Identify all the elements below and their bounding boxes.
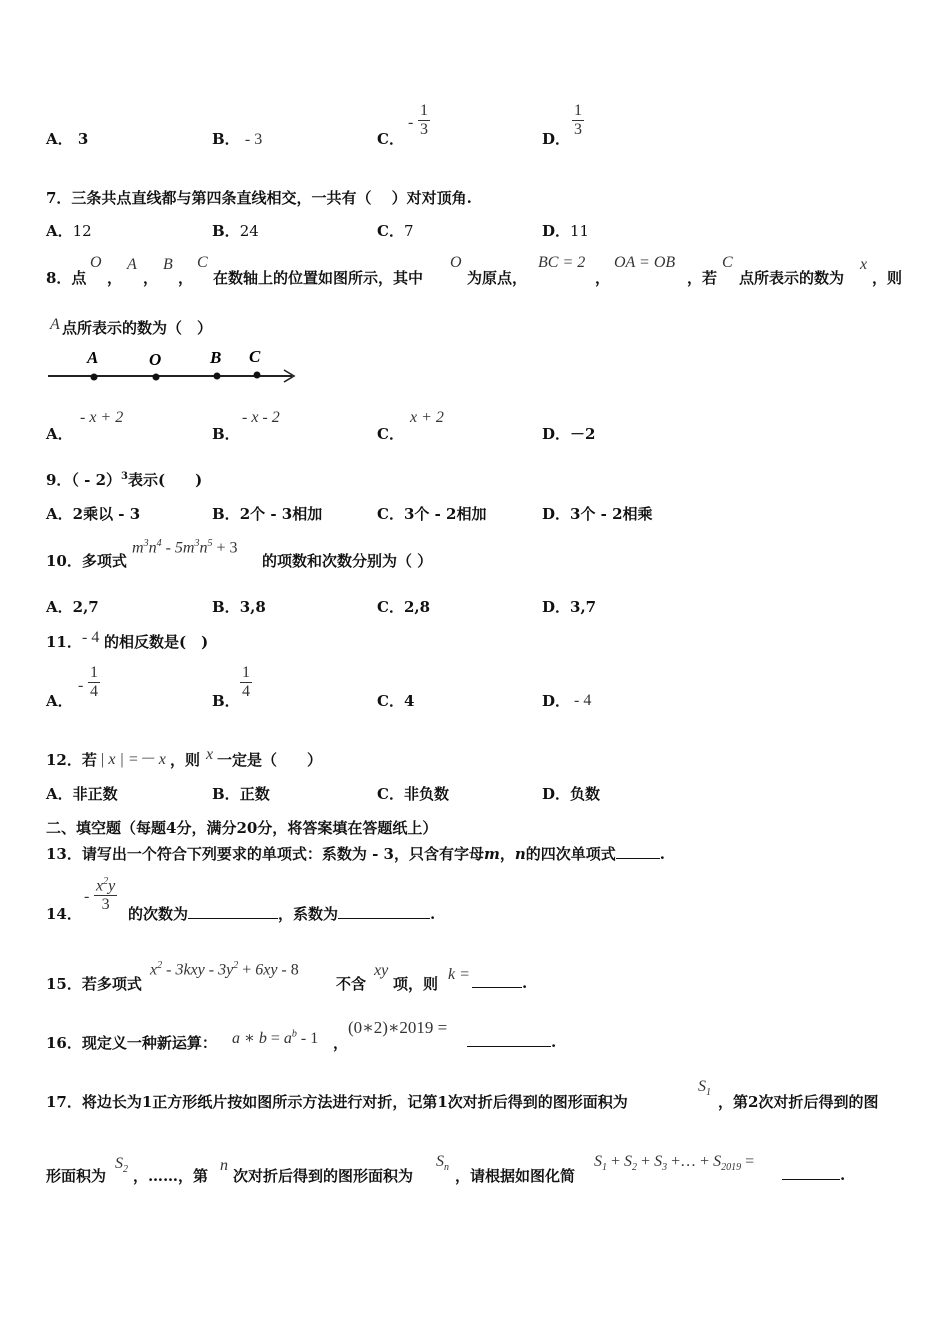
fraction-one-quarter — [240, 664, 252, 701]
q14-text: 的次数为 — [128, 905, 189, 923]
q17-text: ，……，第 — [133, 1167, 209, 1185]
option-letter: C． — [377, 425, 404, 443]
q8-number: 8．点 — [46, 269, 87, 287]
exponent: 3 — [121, 471, 129, 482]
option-value: 4 — [403, 692, 415, 710]
comma: ， — [107, 269, 123, 287]
option-letter: D． — [542, 130, 571, 148]
option-value: 3,7 — [570, 598, 597, 616]
option-value: 负数 — [570, 785, 601, 803]
option-letter: B． — [212, 425, 240, 443]
comma: ， — [499, 845, 515, 863]
option-value: 正数 — [239, 785, 270, 803]
q14-text: ，系数为 — [278, 905, 339, 923]
option-letter: C． — [377, 222, 404, 240]
q12-text: 12．若 — [46, 751, 97, 769]
option-value: 11 — [570, 222, 590, 240]
numerator: 1 — [242, 664, 250, 681]
option-letter: A． — [46, 130, 73, 148]
number-line-figure — [44, 345, 304, 387]
q10-text: 的项数和次数分别为（ ） — [262, 552, 433, 570]
option-value: 3个 - 2相乘 — [570, 505, 653, 523]
comma: ， — [595, 269, 611, 287]
dot-a — [91, 374, 98, 381]
fraction-one-quarter — [88, 664, 100, 701]
option-value: 12 — [72, 222, 92, 240]
denominator: 3 — [94, 895, 117, 914]
option-letter: B． — [212, 505, 240, 523]
point-b: B — [163, 256, 173, 273]
abs-equation: | x | =－ x — [100, 751, 166, 768]
option-letter: B． — [212, 692, 240, 710]
q11-value: - 4 — [82, 629, 100, 646]
q12-option-d — [542, 783, 600, 804]
answer-blank-degree[interactable] — [188, 904, 278, 919]
option-letter: B． — [212, 598, 240, 616]
label-a: A — [87, 348, 99, 367]
comma: ， — [178, 269, 194, 287]
option-letter: D． — [542, 425, 571, 443]
q13-stem — [46, 843, 665, 864]
var-xy: xy — [374, 962, 389, 979]
q17-text: 形面积为 — [46, 1167, 107, 1185]
point-a: A — [127, 256, 137, 273]
denominator: 3 — [574, 121, 582, 138]
q12-option-b — [212, 783, 270, 804]
minus-sign: - — [408, 114, 414, 131]
dot-c — [254, 372, 261, 379]
option-letter: A． — [46, 505, 73, 523]
label-o: O — [149, 350, 162, 369]
period: . — [551, 1033, 557, 1051]
option-value: 非负数 — [403, 785, 449, 803]
q6-option-d — [542, 128, 570, 149]
option-letter: B． — [212, 222, 240, 240]
q9-option-d — [542, 503, 653, 524]
option-value: 3个 - 2相加 — [403, 505, 487, 523]
q10-text: 10．多项式 — [46, 552, 127, 570]
q16-text: 16．现定义一种新运算： — [46, 1034, 217, 1052]
option-value: 2,7 — [72, 598, 99, 616]
option-value: 非正数 — [72, 785, 118, 803]
answer-blank[interactable] — [782, 1165, 840, 1180]
denominator: 4 — [90, 683, 98, 700]
q8-text: 在数轴上的位置如图所示，其中 — [213, 269, 424, 287]
point-c: C — [197, 254, 208, 271]
option-letter: D． — [542, 598, 571, 616]
option-letter: C． — [377, 785, 404, 803]
option-value: - 3 — [244, 131, 263, 148]
point-o: O — [90, 254, 102, 271]
q13-text: 的四次单项式 — [525, 845, 616, 863]
numerator-x2y: $x^2y$ — [96, 876, 116, 895]
point-c: C — [722, 254, 733, 271]
var-x: x — [206, 746, 214, 763]
option-letter: D． — [542, 505, 571, 523]
option-letter: A． — [46, 598, 73, 616]
option-value: 24 — [239, 222, 259, 240]
sum-expression: $S_1 + S_2 + S_3$ +… + $S_{2019}$ = — [594, 1153, 755, 1174]
option-letter: A． — [46, 425, 73, 443]
q11-text: 的相反数是( ) — [104, 633, 209, 651]
q9-text: 9．（ - 2） — [46, 471, 122, 489]
period: . — [522, 974, 528, 992]
q12-text: 一定是（ ） — [217, 751, 323, 769]
numerator: 1 — [420, 102, 428, 119]
period: . — [659, 845, 666, 863]
q7-option-a — [46, 220, 92, 241]
q9-stem — [46, 469, 202, 490]
answer-blank-coefficient[interactable] — [338, 904, 430, 919]
q8-option-d — [542, 423, 595, 444]
q6-option-c — [377, 128, 404, 149]
oa-equation: OA = OB — [614, 254, 676, 271]
option-value: - x - 2 — [242, 409, 280, 426]
q9-option-a — [46, 503, 140, 524]
q8-text: 点所表示的数为 — [739, 269, 845, 287]
option-letter: C． — [377, 130, 404, 148]
q7-option-d — [542, 220, 589, 241]
period: . — [840, 1166, 846, 1184]
q6-option-a — [46, 128, 88, 149]
option-value: 3 — [77, 130, 89, 148]
option-letter: B． — [212, 785, 240, 803]
minus-sign: - — [78, 677, 84, 694]
option-letter: A． — [46, 692, 73, 710]
minus-sign: - — [84, 888, 90, 905]
q12-option-c — [377, 783, 449, 804]
var-x: x — [860, 256, 868, 273]
option-value: - x + 2 — [80, 409, 124, 426]
q13-text: 13．请写出一个符合下列要求的单项式：系数为 - 3，只含有字母 — [46, 845, 484, 863]
q14-text: 14． — [46, 905, 82, 923]
denominator: 4 — [242, 683, 250, 700]
comma: ， — [143, 269, 159, 287]
option-value: 2个 - 3相加 — [239, 505, 323, 523]
denominator: 3 — [420, 121, 428, 138]
option-letter: A． — [46, 785, 73, 803]
option-letter: D． — [542, 785, 571, 803]
option-letter: A． — [46, 222, 73, 240]
q8-text: 为原点， — [467, 269, 528, 287]
option-value: - 4 — [574, 692, 592, 709]
option-letter: D． — [542, 222, 571, 240]
answer-blank[interactable] — [467, 1032, 551, 1047]
q9-option-c — [377, 503, 487, 524]
s1: $S_1$ — [698, 1078, 711, 1099]
q6-option-b — [212, 128, 262, 149]
q14-rest — [128, 903, 435, 924]
q8-text: ，则 — [872, 269, 903, 287]
q12-text: ，则 — [170, 751, 201, 769]
q9-option-b — [212, 503, 322, 524]
option-letter: B． — [212, 130, 240, 148]
point-a: A — [50, 316, 60, 333]
polynomial-expression: $x^2 - 3kxy - 3y^2 + 6xy - 8$ — [150, 960, 299, 979]
option-letter: C． — [377, 598, 404, 616]
label-c: C — [249, 347, 261, 366]
polynomial-expression: $m^3n^4 - 5m^3n^5 + 3$ — [132, 538, 238, 557]
answer-blank[interactable] — [616, 844, 660, 859]
k-equals: k = — [448, 966, 470, 983]
fraction-one-third — [572, 102, 584, 139]
q15-text: 15．若多项式 — [46, 975, 142, 993]
q9-text: 表示( ) — [128, 471, 203, 489]
origin-o: O — [450, 254, 462, 271]
q17-text: ，第2次对折后得到的图 — [718, 1093, 879, 1111]
option-letter: C． — [377, 505, 404, 523]
period: . — [430, 905, 436, 923]
option-letter: C． — [377, 692, 404, 710]
q10-option-d — [542, 596, 596, 617]
operation-expression: (0∗2)∗2019 = — [348, 1018, 448, 1037]
fraction-x2y-over-3 — [94, 876, 117, 914]
q7-option-b — [212, 220, 259, 241]
option-value: －2 — [570, 425, 596, 443]
q8-text: ，若 — [687, 269, 718, 287]
fraction-one-third — [418, 102, 430, 139]
q10-option-c — [377, 596, 430, 617]
var-n: n — [514, 845, 526, 863]
q15-blank — [472, 973, 527, 992]
numerator: 1 — [574, 102, 582, 119]
option-letter: D． — [542, 692, 571, 710]
var-n: n — [220, 1157, 228, 1174]
q11-text: 11． — [46, 633, 82, 651]
q7-option-c — [377, 220, 414, 241]
sn: $S_n$ — [436, 1153, 449, 1174]
option-value: 7 — [403, 222, 414, 240]
dot-o — [153, 374, 160, 381]
section-heading: 二、填空题（每题4分，满分20分，将答案填在答题纸上） — [46, 819, 438, 837]
numerator: 1 — [90, 664, 98, 681]
operation-definition: a ∗ $b = a^b - 1$ — [232, 1028, 319, 1047]
q17-text: 次对折后得到的图形面积为 — [233, 1167, 414, 1185]
q12-option-a — [46, 783, 118, 804]
label-b: B — [210, 348, 222, 367]
q15-text: 项，则 — [393, 975, 439, 993]
s2: $S_2$ — [115, 1155, 128, 1176]
q10-option-b — [212, 596, 266, 617]
option-value: 2乘以 - 3 — [72, 505, 141, 523]
var-m: m — [483, 845, 500, 863]
q7-stem: 7．三条共点直线都与第四条直线相交，一共有（ ）对对顶角. — [46, 189, 472, 207]
q17-blank — [782, 1165, 845, 1184]
q17-text: 17．将边长为1正方形纸片按如图所示方法进行对折，记第1次对折后得到的图形面积为 — [46, 1093, 628, 1111]
comma: ， — [333, 1034, 349, 1052]
q15-text: 不含 — [336, 975, 367, 993]
q8-text: 点所表示的数为（ ） — [62, 319, 213, 337]
q11-option-c — [377, 690, 414, 711]
q10-option-a — [46, 596, 99, 617]
answer-blank[interactable] — [472, 973, 522, 988]
option-value: 2,8 — [403, 598, 431, 616]
dot-b — [214, 373, 221, 380]
bc-equation: BC = 2 — [538, 254, 586, 271]
option-value: 3,8 — [239, 598, 266, 616]
q17-text: ，请根据如图化简 — [455, 1167, 576, 1185]
option-value: x + 2 — [410, 409, 444, 426]
q16-blank — [467, 1032, 556, 1051]
